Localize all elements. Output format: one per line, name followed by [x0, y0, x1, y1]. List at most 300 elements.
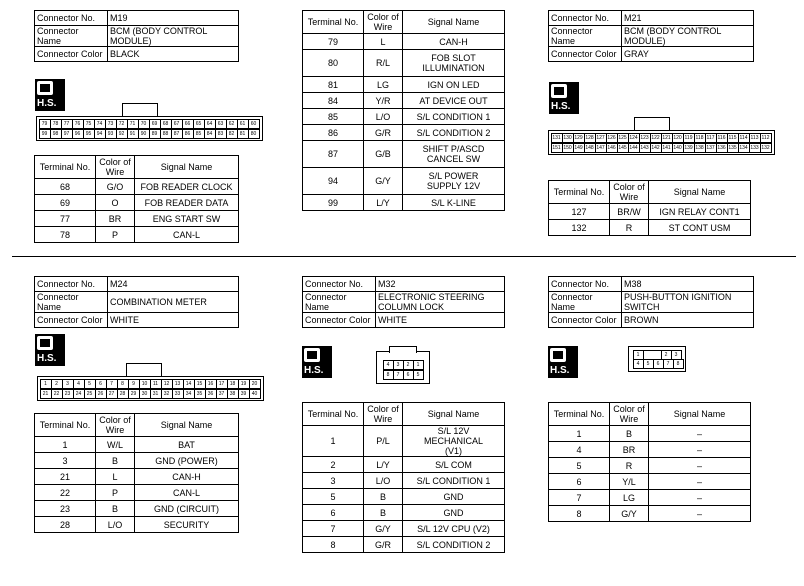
terminal-no: 2: [303, 457, 364, 473]
signal-name: GND (CIRCUIT): [135, 501, 239, 517]
connector-pin: 1: [633, 350, 644, 360]
connector-pin: 123: [640, 134, 649, 141]
wire-color: W/L: [96, 437, 135, 453]
m32-signal-table: [302, 402, 505, 553]
connector-pin: 32: [161, 389, 173, 399]
connector-name: BCM (BODY CONTROL MODULE): [622, 26, 754, 47]
signal-name: FOB SLOT ILLUMINATION: [403, 50, 505, 77]
connector-pin: 11: [150, 379, 162, 389]
signal-name: SHIFT P/ASCD CANCEL SW: [403, 141, 505, 168]
connector-pin: 82: [226, 129, 238, 139]
connector-pin: 64: [204, 119, 216, 129]
table-row: [303, 537, 505, 553]
signal-name: S/L CONDITION 1: [403, 109, 505, 125]
connector-pin: 127: [596, 134, 605, 141]
terminal-no: 8: [549, 506, 610, 522]
signal-name: GND: [403, 489, 505, 505]
connector-pin: 7: [106, 379, 118, 389]
connector-pin: 6: [95, 379, 107, 389]
connector-latch: [389, 346, 417, 353]
connector-pin: 21: [40, 389, 52, 399]
connector-pin: 122: [651, 134, 660, 141]
signal-name: CAN-L: [135, 227, 239, 243]
connector-pin: 117: [705, 133, 717, 143]
terminal-no: 80: [303, 50, 364, 77]
signal-name-header: Signal Name: [649, 181, 751, 204]
signal-name: –: [649, 506, 751, 522]
connector-color-label: Connector Color: [35, 313, 108, 328]
signal-name-header: Signal Name: [403, 11, 505, 34]
connector-color-label: Connector Color: [303, 313, 376, 328]
signal-name: S/L CONDITION 2: [403, 125, 505, 141]
wire-color: G/R: [364, 537, 403, 553]
table-row: [35, 179, 239, 195]
terminal-no: 77: [35, 211, 96, 227]
connector-pin: 62: [226, 119, 238, 129]
terminal-no: 5: [303, 489, 364, 505]
wire-color: R/L: [364, 50, 403, 77]
connector-color-label: Connector Color: [35, 47, 108, 62]
connector-no: M21: [622, 11, 754, 26]
terminal-no: 1: [549, 426, 610, 442]
connector-pin: 7: [663, 359, 674, 369]
connector-pin: 6: [653, 359, 664, 369]
connector-no: M24: [108, 277, 239, 292]
connector-pin: 132: [761, 144, 770, 151]
wire-color: G/Y: [364, 521, 403, 537]
connector-pin: 90: [138, 129, 150, 139]
terminal-no: 85: [303, 109, 364, 125]
m32-pin-row-2: [383, 370, 423, 379]
connector-pin: 96: [72, 129, 84, 139]
wire-color: B: [96, 501, 135, 517]
terminal-no: 21: [35, 469, 96, 485]
connector-pin: 91: [127, 129, 139, 139]
connector-pin: 4: [73, 379, 85, 389]
wire-color: B: [96, 453, 135, 469]
m38-pin-row-2: [633, 359, 683, 368]
connector-pin: 77: [61, 119, 73, 129]
harness-side-icon: H.S.: [548, 346, 578, 378]
wire-color: L: [96, 469, 135, 485]
connector-pin: 25: [84, 389, 96, 399]
connector-pin: 131: [552, 134, 561, 141]
connector-pin: 146: [607, 144, 616, 151]
m21-pin-row-2: [551, 143, 771, 152]
connector-pin: 10: [139, 379, 151, 389]
signal-name: GND (POWER): [135, 453, 239, 469]
connector-color: BROWN: [622, 313, 754, 328]
terminal-no-header: Terminal No.: [35, 414, 96, 437]
signal-name: IGN RELAY CONT1: [649, 204, 751, 220]
connector-pin: 150: [563, 144, 572, 151]
signal-name: ENG START SW: [135, 211, 239, 227]
connector-pin: 113: [749, 133, 761, 143]
connector-pin: 16: [205, 379, 217, 389]
connector-pin: 76: [72, 119, 84, 129]
signal-name: –: [649, 442, 751, 458]
signal-name: –: [649, 426, 751, 442]
terminal-no: 7: [549, 490, 610, 506]
connector-pin: 12: [161, 379, 173, 389]
connector-pin: 137: [706, 144, 715, 151]
connector-pin: 26: [95, 389, 107, 399]
connector-pin: 74: [94, 119, 106, 129]
connector-no-label: Connector No.: [303, 277, 376, 292]
signal-name-header: Signal Name: [649, 403, 751, 426]
wire-color: P: [96, 227, 135, 243]
connector-pin: 118: [694, 133, 706, 143]
table-row: [303, 457, 505, 473]
wire-color: L/O: [96, 517, 135, 533]
terminal-no: 6: [303, 505, 364, 521]
connector-pin: 69: [149, 119, 161, 129]
connector-no-label: Connector No.: [35, 277, 108, 292]
table-row: [35, 485, 239, 501]
table-row: [303, 141, 505, 168]
terminal-no: 81: [303, 77, 364, 93]
connector-color: WHITE: [376, 313, 505, 328]
wire-color: LG: [610, 490, 649, 506]
wire-color: LG: [364, 77, 403, 93]
wire-color: L/O: [364, 473, 403, 489]
m19-info-table: [34, 10, 239, 62]
signal-name: AT DEVICE OUT: [403, 93, 505, 109]
connector-pin: 40: [249, 389, 261, 399]
connector-pin: 60: [248, 119, 260, 129]
table-row: [549, 458, 751, 474]
connector-pin: 142: [651, 144, 660, 151]
connector-pin: 5: [413, 370, 424, 380]
terminal-no: 132: [549, 220, 610, 236]
wire-color: Y/L: [610, 474, 649, 490]
connector-pin: 2: [51, 379, 63, 389]
connector-pin: 92: [116, 129, 128, 139]
table-row: [549, 426, 751, 442]
wire-color-header: Color of Wire: [364, 11, 403, 34]
table-row: [303, 521, 505, 537]
connector-pin: 30: [139, 389, 151, 399]
connector-name-label: Connector Name: [549, 292, 622, 313]
signal-name: S/L COM: [403, 457, 505, 473]
connector-color-label: Connector Color: [549, 313, 622, 328]
terminal-no: 5: [549, 458, 610, 474]
signal-name: S/L 12V MECHANICAL (V1): [403, 426, 505, 457]
signal-name: S/L 12V CPU (V2): [403, 521, 505, 537]
wire-color: G/O: [96, 179, 135, 195]
connector-pin: 148: [585, 144, 594, 151]
terminal-no-header: Terminal No.: [549, 181, 610, 204]
signal-name: CAN-H: [135, 469, 239, 485]
wire-color-header: Color of Wire: [610, 181, 649, 204]
wire-color: B: [364, 489, 403, 505]
connector-pin: 6: [403, 370, 414, 380]
connector-pin: 5: [643, 359, 654, 369]
connector-no-label: Connector No.: [549, 277, 622, 292]
terminal-no: 84: [303, 93, 364, 109]
connector-pin: 4: [633, 359, 644, 369]
table-row: [549, 474, 751, 490]
connector-pin: 78: [50, 119, 62, 129]
connector-pin: 15: [194, 379, 206, 389]
connector-pin: 87: [171, 129, 183, 139]
connector-pin: 88: [160, 129, 172, 139]
connector-pin: 149: [574, 144, 583, 151]
connector-pin: 7: [393, 370, 404, 380]
connector-pin: 3: [393, 360, 404, 370]
signal-name: CAN-H: [403, 34, 505, 50]
connector-pin: 130: [563, 134, 572, 141]
connector-pin: 66: [182, 119, 194, 129]
connector-pin: 112: [760, 133, 772, 143]
m32-pin-row-1: [383, 360, 423, 369]
connector-pin: 3: [62, 379, 74, 389]
connector-pin: 9: [128, 379, 140, 389]
connector-pin: 95: [83, 129, 95, 139]
table-row: [303, 489, 505, 505]
m24-pin-row-1: [40, 379, 260, 388]
terminal-no: 99: [303, 195, 364, 211]
connector-pin: 97: [61, 129, 73, 139]
connector-color: BLACK: [108, 47, 239, 62]
table-row: [35, 437, 239, 453]
connector-pin: 18: [227, 379, 239, 389]
wire-color: L: [364, 34, 403, 50]
connector-pin: 125: [618, 134, 627, 141]
signal-name: S/L CONDITION 1: [403, 473, 505, 489]
m24-connector-face: [37, 376, 264, 401]
connector-pin: 144: [629, 144, 638, 151]
m32-connector-face: [376, 351, 430, 384]
signal-name: FOB READER CLOCK: [135, 179, 239, 195]
wire-color: BR/W: [610, 204, 649, 220]
connector-pin: 143: [640, 144, 649, 151]
connector-pin: 147: [596, 144, 605, 151]
connector-color: WHITE: [108, 313, 239, 328]
connector-pin: 23: [62, 389, 74, 399]
connector-pin: 38: [227, 389, 239, 399]
m19-signal-table: [34, 155, 239, 243]
terminal-no: 28: [35, 517, 96, 533]
connector-pin: 8: [383, 370, 394, 380]
m24-pin-row-2: [40, 389, 260, 398]
connector-name-label: Connector Name: [35, 26, 108, 47]
connector-pin: 8: [673, 359, 684, 369]
wire-color: L/Y: [364, 457, 403, 473]
terminal-no-header: Terminal No.: [303, 11, 364, 34]
table-row: [35, 195, 239, 211]
connector-pin: 65: [193, 119, 205, 129]
connector-pin: 134: [739, 144, 748, 151]
table-row: [549, 204, 751, 220]
wire-color: B: [364, 505, 403, 521]
table-row: [303, 77, 505, 93]
m19-pin-row-1: [39, 119, 259, 128]
connector-pin: 20: [249, 379, 261, 389]
terminal-no: 79: [303, 34, 364, 50]
m38-signal-table: [548, 402, 751, 522]
connector-pin: 141: [662, 144, 671, 151]
connector-pin: 75: [83, 119, 95, 129]
connector-pin: 28: [117, 389, 129, 399]
table-row: [549, 490, 751, 506]
connector-pin: 120: [673, 134, 682, 141]
table-row: [303, 109, 505, 125]
harness-side-icon: H.S.: [35, 79, 65, 111]
m19-pin-row-2: [39, 129, 259, 138]
terminal-no: 23: [35, 501, 96, 517]
table-row: [303, 50, 505, 77]
connector-pin: 151: [552, 144, 561, 151]
connector-pin: 124: [629, 134, 638, 141]
connector-pin: 115: [727, 133, 739, 143]
connector-pin: 36: [205, 389, 217, 399]
terminal-no: 127: [549, 204, 610, 220]
signal-name: IGN ON LED: [403, 77, 505, 93]
terminal-no: 78: [35, 227, 96, 243]
connector-pin: 24: [73, 389, 85, 399]
signal-name: –: [649, 490, 751, 506]
connector-no-label: Connector No.: [549, 11, 622, 26]
harness-side-icon: H.S.: [302, 346, 332, 378]
connector-pin: 34: [183, 389, 195, 399]
connector-pin: 61: [237, 119, 249, 129]
wire-color: G/Y: [610, 506, 649, 522]
connector-name-label: Connector Name: [549, 26, 622, 47]
connector-pin: 121: [662, 134, 671, 141]
signal-name: –: [649, 458, 751, 474]
m24-info-table: [34, 276, 239, 328]
terminal-no: 1: [303, 426, 364, 457]
m19-connector-face: [36, 116, 263, 141]
connector-color: GRAY: [622, 47, 754, 62]
wire-color: B: [610, 426, 649, 442]
connector-pin: 85: [193, 129, 205, 139]
connector-pin: 89: [149, 129, 161, 139]
connector-pin: 86: [182, 129, 194, 139]
m24-signal-table: [34, 413, 239, 533]
signal-name: –: [649, 474, 751, 490]
table-row: [35, 227, 239, 243]
terminal-no: 7: [303, 521, 364, 537]
wire-color-header: Color of Wire: [610, 403, 649, 426]
terminal-no: 4: [549, 442, 610, 458]
terminal-no: 69: [35, 195, 96, 211]
terminal-no: 6: [549, 474, 610, 490]
m19-continued-signal-table: [302, 10, 505, 211]
signal-name-header: Signal Name: [135, 156, 239, 179]
connector-pin: 93: [105, 129, 117, 139]
connector-no: M38: [622, 277, 754, 292]
table-row: [303, 168, 505, 195]
wire-color: G/B: [364, 141, 403, 168]
terminal-no: 87: [303, 141, 364, 168]
signal-name: CAN-L: [135, 485, 239, 501]
connector-pin: 29: [128, 389, 140, 399]
connector-name: ELECTRONIC STEERING COLUMN LOCK: [376, 292, 505, 313]
connector-pin: 114: [738, 133, 750, 143]
connector-pin: 1: [40, 379, 52, 389]
table-row: [303, 34, 505, 50]
connector-name-label: Connector Name: [35, 292, 108, 313]
table-row: [303, 93, 505, 109]
connector-name-label: Connector Name: [303, 292, 376, 313]
signal-name: S/L POWER SUPPLY 12V: [403, 168, 505, 195]
m38-connector-face: [628, 346, 686, 372]
connector-pin: 1: [413, 360, 424, 370]
m21-connector-face: [548, 130, 775, 155]
terminal-no: 22: [35, 485, 96, 501]
wire-color: R: [610, 220, 649, 236]
connector-pin: 72: [116, 119, 128, 129]
connector-pin: 37: [216, 389, 228, 399]
connector-pin: 22: [51, 389, 63, 399]
connector-pin: 94: [94, 129, 106, 139]
connector-pin: 2: [661, 350, 672, 360]
connector-pin: 33: [172, 389, 184, 399]
m38-info-table: [548, 276, 754, 328]
connector-pin: 39: [238, 389, 250, 399]
connector-pin: 133: [750, 144, 759, 151]
connector-pin: 135: [728, 144, 737, 151]
wire-color: P/L: [364, 426, 403, 457]
connector-pin: 4: [383, 360, 394, 370]
connector-name: BCM (BODY CONTROL MODULE): [108, 26, 239, 47]
connector-name: PUSH-BUTTON IGNITION SWITCH: [622, 292, 754, 313]
terminal-no-header: Terminal No.: [35, 156, 96, 179]
signal-name: S/L CONDITION 2: [403, 537, 505, 553]
table-row: [35, 211, 239, 227]
signal-name: SECURITY: [135, 517, 239, 533]
connector-pin: 5: [84, 379, 96, 389]
connector-pin: 98: [50, 129, 62, 139]
terminal-no: 86: [303, 125, 364, 141]
wire-color: G/R: [364, 125, 403, 141]
connector-pin: 63: [215, 119, 227, 129]
wire-color: BR: [96, 211, 135, 227]
wire-color: R: [610, 458, 649, 474]
table-row: [35, 501, 239, 517]
connector-pin: 27: [106, 389, 118, 399]
terminal-no: 94: [303, 168, 364, 195]
harness-side-icon: H.S.: [549, 82, 579, 114]
connector-pin: 67: [171, 119, 183, 129]
connector-color-label: Connector Color: [549, 47, 622, 62]
table-row: [549, 442, 751, 458]
connector-pin: 83: [215, 129, 227, 139]
connector-pin: 145: [618, 144, 627, 151]
table-row: [303, 125, 505, 141]
terminal-no: 3: [303, 473, 364, 489]
connector-pin: 3: [671, 350, 682, 360]
connector-pin: 19: [238, 379, 250, 389]
connector-pin: 138: [695, 144, 704, 151]
terminal-no-header: Terminal No.: [303, 403, 364, 426]
table-row: [35, 469, 239, 485]
connector-pin: 31: [150, 389, 162, 399]
wire-color-header: Color of Wire: [96, 414, 135, 437]
wire-color: L/Y: [364, 195, 403, 211]
terminal-no: 1: [35, 437, 96, 453]
table-row: [549, 220, 751, 236]
connector-pin: 84: [204, 129, 216, 139]
wire-color: L/O: [364, 109, 403, 125]
m21-signal-table: [548, 180, 751, 236]
signal-name-header: Signal Name: [135, 414, 239, 437]
wire-color: BR: [610, 442, 649, 458]
table-row: [303, 473, 505, 489]
signal-name: FOB READER DATA: [135, 195, 239, 211]
